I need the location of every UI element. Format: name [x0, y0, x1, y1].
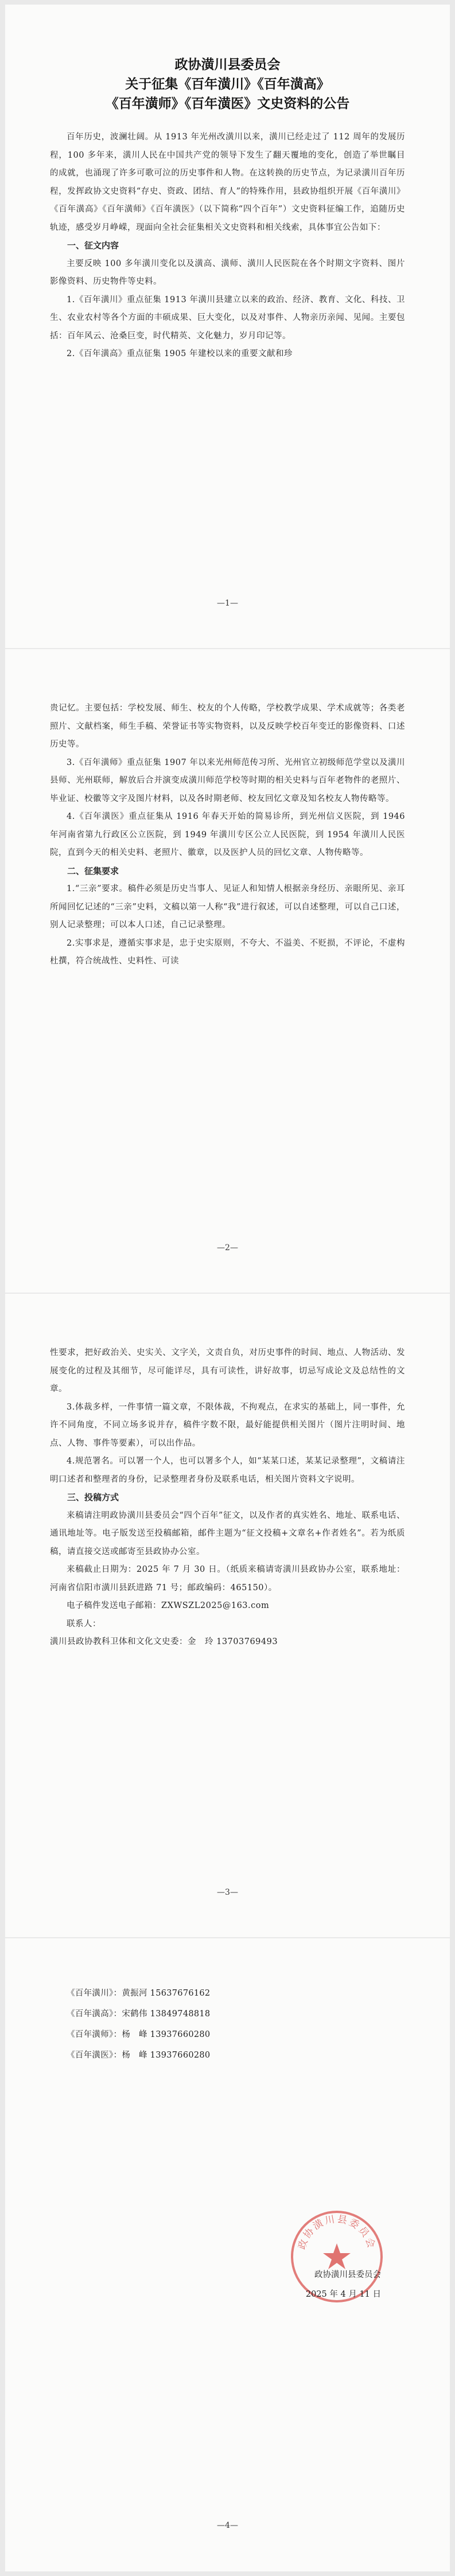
- page-number: —1—: [217, 599, 238, 608]
- page-2: [5, 649, 450, 1293]
- page-3: [5, 1294, 450, 1937]
- contact-line: 《百年潢师》：杨 峰 13937660280: [67, 2030, 211, 2039]
- title-line-3: 《百年潢师》《百年潢医》文史资料的公告: [105, 96, 350, 111]
- section-2-item-1: 1.“三亲”要求。稿件必须是历史当事人、见证人和知情人根据亲身经历、亲眼所见、亲耳所闻回忆记述的“三亲”史料，文稿以第一人称“我”进行叙述，可以自述整理，可以自己口述，别人记录整理；可以本人口述，自己记录整理。: [50, 884, 405, 930]
- section-2-item-2-start: 2.实事求是，遵循实事求是，忠于史实原则，不夸大、不溢美、不贬损，不评论，不虚构杜撰，符合统战性、史料性、可读: [50, 938, 405, 966]
- page-number: —4—: [217, 2521, 238, 2530]
- notice-title: [50, 5, 405, 114]
- title-line-1: 政协潢川县委员会: [174, 57, 281, 72]
- svg-text:政协潢川县委员会: 政协潢川县委员会: [296, 2213, 378, 2251]
- section-3-paragraph-2: 来稿截止日期为：2025 年 7 月 30 日。（纸质来稿请寄潢川县政协办公室，联系地址：河南省信阳市潢川县跃进路 71 号；邮政编码：465150）。: [50, 1565, 405, 1593]
- signature-org: 政协潢川县委员会: [314, 2270, 381, 2280]
- signature-block: [306, 2265, 381, 2304]
- section-1-heading: 一、征文内容: [67, 240, 119, 251]
- section-2-item-2-end: 性要求，把好政治关、史实关、文字关，文责自负，对历史事件的时间、地点、人物活动、发展变化的过程及其细节，尽可能详尽，具有可读性，讲好故事，切忌写成论文及总结性的文章。: [50, 1348, 405, 1394]
- section-1-item-1: 1.《百年潢川》重点征集 1913 年潢川县建立以来的政治、经济、教育、文化、科技、卫生、农业农村等各个方面的丰硕成果、巨大变化，以及对事件、人物亲历亲闻、见闻。主要包括：百年风云、沧桑巨变，时代精英、文化魅力，岁月印记等。: [50, 295, 405, 341]
- section-1-item-4: 4.《百年潢医》重点征集从 1916 年春天开始的简易诊所，到光州信义医院，到 1946 年河南省第九行政区公立医院，到 1949 年潢川专区公立人民医院，到 1954 年潢川人民医院，直到今天的相关史料、老照片、徽章，以及医护人员的回忆文章、人物传略等。: [50, 812, 405, 857]
- intro-paragraph: 百年历史，波澜壮阔。从 1913 年光州改潢川以来，潢川已经走过了 112 周年的发展历程，100 多年来，潢川人民在中国共产党的领导下发生了翻天覆地的变化，创造了举世瞩目的成就，也涌现了许多可歌可泣的历史事件和人物。在这转换的历史节点，为记录潢川百年历程，发挥政协文史资料“存史、资政、团结、育人”的特殊作用，县政协组织开展《百年潢川》《百年潢高》《百年潢师》《百年潢医》（以下简称“四个百年”）文史资料征编工作，追随历史轨迹，感受岁月峥嵘，现面向全社会征集相关文史资料和相关线索，具体事宜公告如下：: [50, 132, 405, 232]
- section-1-item-2-start: 2.《百年潢高》重点征集 1905 年建校以来的重要文献和珍: [67, 349, 293, 358]
- title-line-2: 关于征集《百年潢川》《百年潢高》: [125, 76, 330, 92]
- section-1-intro: 主要反映 100 多年潢川变化以及潢高、潢师、潢川人民医院在各个时期文字资料、图片影像资料、历史物件等史料。: [50, 259, 405, 286]
- page-number: —2—: [217, 1243, 238, 1252]
- contacts-list: [50, 1938, 405, 2066]
- section-3-paragraph-1: 来稿请注明政协潢川县委员会“四个百年”征文，以及作者的真实姓名、地址、联系电话、通讯地址等。电子版发送至投稿邮箱，邮件主题为“征文投稿+文章名+作者姓名”。若为纸质稿，请直接交送或邮寄至县政协办公室。: [50, 1511, 405, 1556]
- section-1-item-2-end: 贵记忆。主要包括：学校发展、师生、校友的个人传略，学校教学成果、学术成就等；各类老照片、文献档案，师生手稿、荣誉证书等实物资料，以及反映学校百年变迁的影像资料、口述历史等。: [50, 704, 405, 749]
- contact-person: 潢川县政协教科卫体和文化文史委：金 玲 13703769493: [50, 1637, 278, 1646]
- contact-line: 《百年潢川》：黄振河 15637676162: [67, 1989, 211, 1998]
- section-3-heading: 三、投稿方式: [67, 1492, 119, 1502]
- submission-email: 电子稿件发送电子邮箱：ZXWSZL2025@163.com: [67, 1601, 270, 1610]
- page-number: —3—: [217, 1888, 238, 1897]
- section-2-heading: 二、征集要求: [67, 865, 119, 876]
- contact-label: 联系人：: [67, 1619, 101, 1629]
- contact-line: 《百年潢医》：杨 峰 13937660280: [67, 2051, 211, 2060]
- section-1-item-3: 3.《百年潢师》重点征集 1907 年以来光州师范传习所、光州官立初级师范学堂以及潢川县师、光州联师，解放后合并演变成潢川师范学校等时期的相关史料与百年老物件的老照片、毕业证、校徽等文字及图片材料，以及各时期老师、校友回忆文章及知名校友人物传略等。: [50, 758, 405, 803]
- contact-line: 《百年潢高》：宋鹤伟 13849748818: [67, 2009, 211, 2019]
- section-2-item-4: 4.规范署名。可以署一个人，也可以署多个人，如“某某口述，某某记录整理”，文稿请注明口述者和整理者的身份，记录整理者身份及联系电话，相关图片资料文字说明。: [50, 1457, 405, 1484]
- section-2-item-3: 3.体裁多样，一件事情一篇文章，不限体裁，不拘观点，在求实的基础上，同一事件，允许不同角度，不同立场多说并存，稿件字数不限，最好能提供相关图片（图片注明时间、地点、人物、事件等要素），可以出作品。: [50, 1402, 405, 1448]
- page-1: [5, 5, 450, 648]
- signature-date: 2025 年 4 月 11 日: [305, 2290, 381, 2299]
- page-4: [5, 1938, 450, 2571]
